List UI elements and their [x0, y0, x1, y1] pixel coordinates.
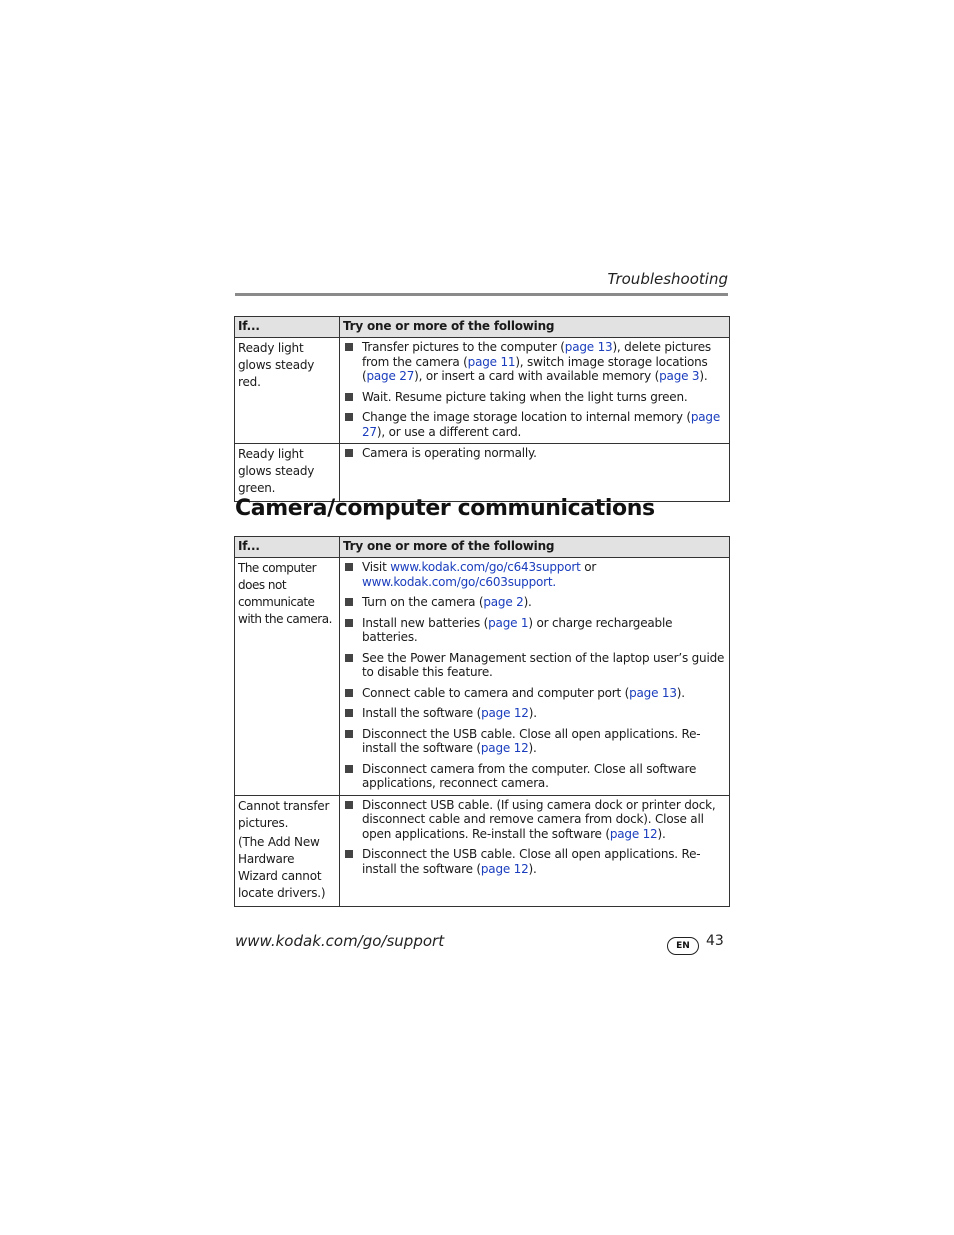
option-text: ). — [528, 861, 537, 876]
column-header-try: Try one or more of the following — [340, 317, 730, 338]
square-bullet-icon — [345, 709, 353, 717]
option-text: ), or insert a card with available memory ( — [414, 369, 660, 383]
square-bullet-icon — [345, 563, 353, 571]
options-cell — [340, 338, 730, 444]
option-text: ), or use a different card. — [376, 424, 522, 439]
square-bullet-icon — [345, 654, 353, 662]
page-reference-link[interactable]: page 13 — [564, 340, 613, 354]
condition-note: (The Add New Hardware Wizard cannot locate drivers.) — [238, 834, 326, 900]
option-text: Install new batteries ( — [362, 615, 489, 630]
options-cell — [340, 444, 730, 502]
square-bullet-icon — [345, 413, 353, 421]
running-header-title: Troubleshooting — [607, 270, 728, 288]
condition-cell — [235, 338, 340, 444]
option-text: Disconnect the USB cable. Close all open applications. Re-install the software ( — [362, 847, 701, 876]
page-reference-link[interactable]: page 12 — [480, 861, 529, 876]
option-text: Turn on the camera ( — [362, 595, 484, 609]
square-bullet-icon — [345, 343, 353, 351]
list-item — [343, 616, 726, 645]
list-item — [343, 798, 726, 842]
option-text: ), delete pictures from the camera ( — [362, 340, 711, 369]
list-item — [343, 762, 726, 791]
option-text: Connect cable to camera and computer port ( — [362, 685, 630, 700]
page-reference-link[interactable]: www.kodak.com/go/c603support. — [362, 574, 557, 589]
condition-text: Ready light glows steady green. — [238, 447, 315, 495]
square-bullet-icon — [345, 801, 353, 809]
square-bullet-icon — [345, 850, 353, 858]
page-reference-link[interactable]: page 2 — [483, 595, 524, 609]
option-text: See the Power Management section of the laptop user’s guide to disable this feature. — [362, 650, 725, 679]
page-reference-link[interactable]: page 3 — [659, 369, 700, 383]
page-reference-link[interactable]: www.kodak.com/go/c643support — [390, 560, 581, 574]
option-text: ). — [699, 369, 708, 383]
square-bullet-icon — [345, 730, 353, 738]
option-text: ). — [528, 706, 537, 720]
footer-support-url[interactable]: www.kodak.com/go/support — [235, 932, 445, 950]
troubleshooting-table-ready-light — [234, 316, 730, 502]
option-text: Camera is operating normally. — [362, 446, 537, 460]
table-row — [235, 795, 730, 906]
option-text: Disconnect the USB cable. Close all open applications. Re-install the software ( — [362, 726, 701, 755]
page-reference-link[interactable]: page 27 — [366, 369, 415, 383]
option-text: ). — [523, 595, 532, 609]
option-text: ), switch image storage locations ( — [362, 354, 708, 383]
options-cell — [340, 795, 730, 906]
square-bullet-icon — [345, 619, 353, 627]
table-row — [235, 338, 730, 444]
option-text: or — [580, 560, 597, 574]
page-reference-link[interactable]: page 12 — [480, 741, 529, 755]
option-text: Visit — [362, 560, 391, 574]
options-cell — [340, 558, 730, 796]
column-header-try: Try one or more of the following — [340, 537, 730, 558]
option-text: Change the image storage location to internal memory ( — [362, 410, 691, 424]
list-item — [343, 706, 726, 721]
option-text: ). — [657, 826, 666, 841]
page-reference-link[interactable]: page 11 — [467, 354, 516, 369]
page-reference-link[interactable]: page 27 — [362, 410, 721, 439]
option-text: Transfer pictures to the computer ( — [362, 340, 565, 354]
list-item — [343, 847, 726, 876]
option-text: ). — [528, 741, 537, 755]
condition-cell — [235, 444, 340, 502]
table-row — [235, 444, 730, 502]
list-item — [343, 560, 726, 589]
list-item — [343, 390, 726, 405]
option-text: Wait. Resume picture taking when the light turns green. — [362, 389, 688, 404]
column-header-if: If... — [235, 317, 340, 338]
language-badge: EN — [667, 937, 699, 955]
condition-text: The computer does not communicate with the camera. — [238, 561, 332, 626]
list-item — [343, 410, 726, 439]
option-text: ). — [676, 685, 685, 700]
list-item — [343, 727, 726, 756]
page-reference-link[interactable]: page 1 — [488, 615, 529, 630]
list-item — [343, 340, 726, 384]
option-text: ) or charge rechargeable batteries. — [362, 615, 673, 644]
option-text: Disconnect USB cable. (If using camera dock or printer dock, disconnect cable and remove camera from dock). Close all open applications. Re-install the software ( — [362, 797, 716, 841]
list-item — [343, 686, 726, 701]
square-bullet-icon — [345, 449, 353, 457]
troubleshooting-table-communications — [234, 536, 730, 907]
page-number: 43 — [706, 933, 724, 949]
condition-text: Ready light glows steady red. — [238, 341, 315, 389]
page-reference-link[interactable]: page 13 — [629, 685, 677, 700]
page-reference-link[interactable]: page 12 — [609, 826, 658, 841]
option-text: Install the software ( — [362, 706, 482, 720]
option-text: Disconnect camera from the computer. Close all software applications, reconnect camera. — [362, 761, 697, 790]
page-reference-link[interactable]: page 12 — [481, 706, 529, 720]
list-item — [343, 446, 726, 461]
square-bullet-icon — [345, 765, 353, 773]
section-title: Camera/computer communications — [235, 496, 655, 521]
condition-cell — [235, 558, 340, 796]
table-row — [235, 558, 730, 796]
condition-cell — [235, 795, 340, 906]
square-bullet-icon — [345, 598, 353, 606]
header-rule — [235, 293, 728, 296]
condition-text: Cannot transfer pictures. — [238, 798, 330, 830]
square-bullet-icon — [345, 689, 353, 697]
square-bullet-icon — [345, 393, 353, 401]
list-item — [343, 651, 726, 680]
column-header-if: If... — [235, 537, 340, 558]
list-item — [343, 595, 726, 610]
